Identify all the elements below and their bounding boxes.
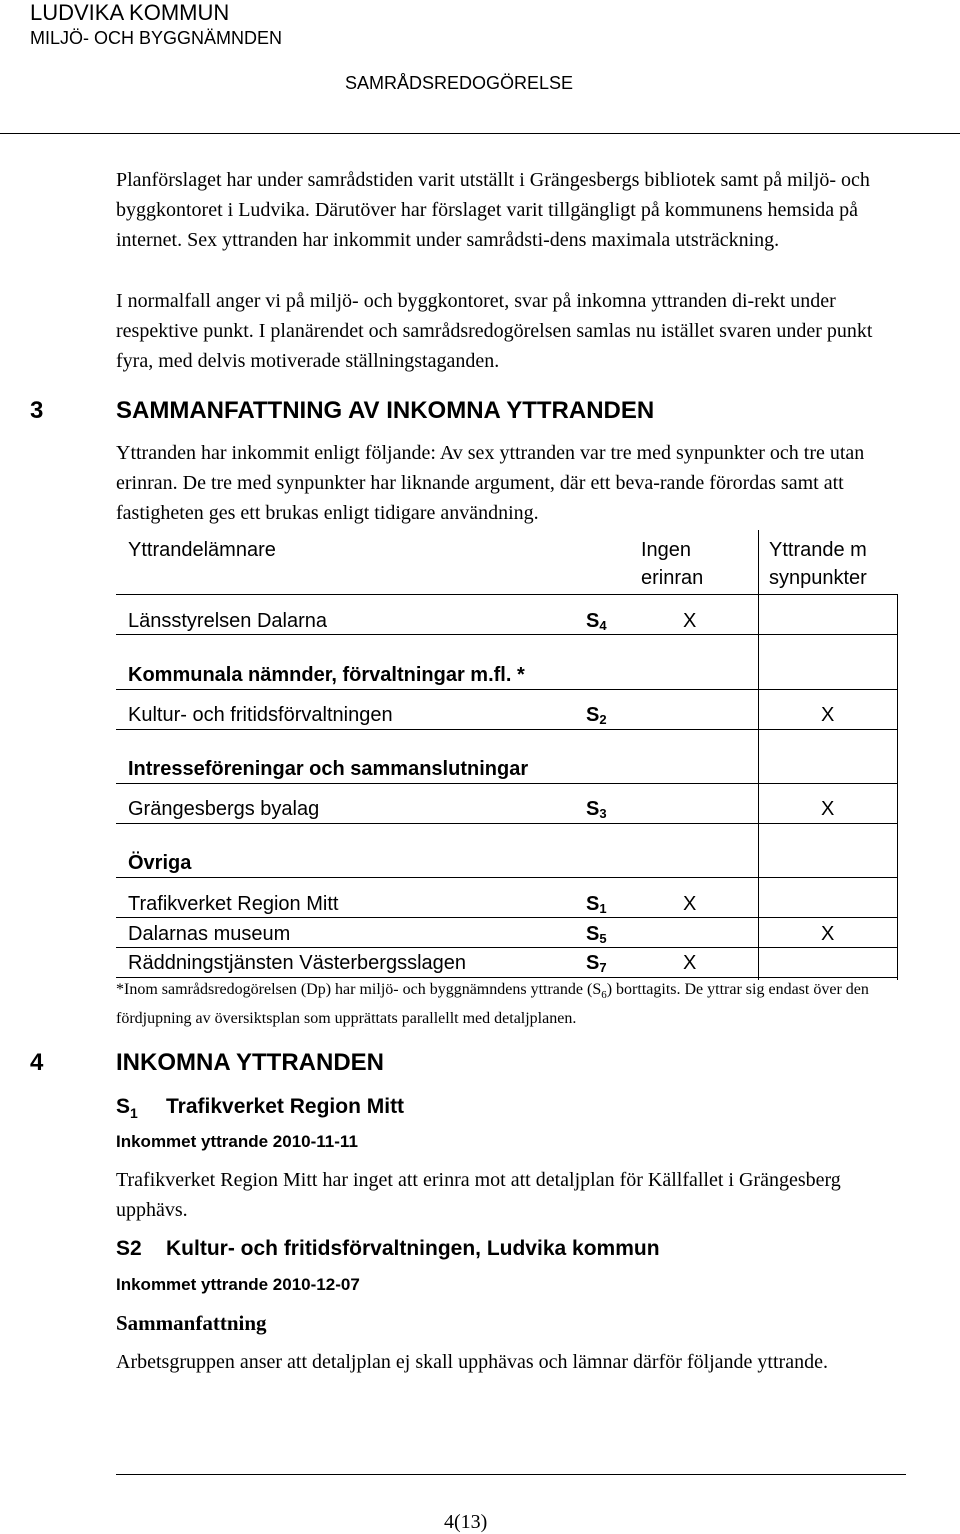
statements-table <box>116 530 898 980</box>
table-row-name: Räddningstjänsten Västerbergsslagen <box>128 952 466 974</box>
document-type: SAMRÅDSREDOGÖRELSE <box>345 73 574 93</box>
table-row-name: Trafikverket Region Mitt <box>128 893 339 915</box>
statement-s2-received-date: Inkommet yttrande 2010-12-07 <box>116 1275 360 1294</box>
section-3-heading <box>30 396 910 426</box>
table-row-rule <box>116 729 898 730</box>
table-row-no-objection-mark: X <box>683 893 697 915</box>
table-row-comments-mark: X <box>821 798 835 820</box>
table-row-code: $S_4$ <box>586 610 607 633</box>
table-row-name: Kultur- och fritidsförvaltningen <box>128 704 393 726</box>
table-header-no-objection: Ingen erinran <box>641 539 704 589</box>
table-row-name: Länsstyrelsen Dalarna <box>128 610 327 632</box>
table-header-rule <box>116 594 898 595</box>
table-right-border <box>897 594 898 980</box>
table-group-heading: Övriga <box>128 852 192 874</box>
section-4-heading <box>30 1048 910 1078</box>
statement-s2-code: S2 <box>116 1237 142 1260</box>
table-row-name: Dalarnas museum <box>128 923 291 945</box>
statement-s1-received-date: Inkommet yttrande 2010-11-11 <box>116 1132 358 1151</box>
table-row-rule <box>116 783 898 784</box>
table-group-heading: Kommunala nämnder, förvaltningar m.fl. * <box>128 664 525 686</box>
table-row-rule <box>758 634 898 635</box>
table-row-rule <box>116 689 898 690</box>
section-4-title: INKOMNA YTTRANDEN <box>116 1049 384 1076</box>
statement-s1-code: $S_1$ <box>116 1095 138 1122</box>
section-3-text: Yttranden har inkommit enligt följande: Av sex yttranden var tre med synpunkter och tre utan erinran. De tre med synpunkter har liknande argument, där ett beva-rande förordas samt att fastigheten ges ett brukas enligt tidigare användning. <box>116 442 865 524</box>
statement-s2-heading <box>116 1236 816 1262</box>
department-name: MILJÖ- OCH BYGGNÄMNDEN <box>30 28 283 48</box>
statement-s2-summary-heading: Sammanfattning <box>116 1311 267 1335</box>
table-row-no-objection-mark: X <box>683 952 697 974</box>
table-header-with-comments: Yttrande m synpunkter <box>769 539 867 589</box>
table-header-name: Yttrandelämnare <box>128 539 276 561</box>
statement-s2-text: Arbetsgruppen anser att detaljplan ej skall upphävas och lämnar därför följande yttrande. <box>116 1351 828 1373</box>
table-row-rule <box>116 877 898 878</box>
table-row-comments-mark: X <box>821 704 835 726</box>
table-row-code: $S_1$ <box>586 893 607 916</box>
page-number: 4(13) <box>444 1511 488 1533</box>
table-col-divider <box>758 530 759 980</box>
organization-name: LUDVIKA KOMMUN <box>30 0 230 25</box>
statement-s1-text: Trafikverket Region Mitt har inget att erinra mot att detaljplan för Källfallet i Grängesberg upphävs. <box>116 1169 841 1221</box>
table-footnote: *Inom samrådsredogörelsen (Dp) har miljö- och byggnämndens yttrande $(S_6)$ borttagits. De yttrar sig endast över den fördjupning av översiktsplan som upprättats parallellt med detaljplanen. <box>116 981 869 1028</box>
section-3-title: SAMMANFATTNING AV INKOMNA YTTRANDEN <box>116 397 655 424</box>
intro-paragraph-2: I normalfall anger vi på miljö- och byggkontoret, svar på inkomna yttranden di-rekt under respektive punkt. I planärendet och samrådsredogörelsen samlas nu istället svaren under punkt fyra, med delvis motiverade ställningstaganden. <box>116 290 873 372</box>
table-row-rule <box>116 823 898 824</box>
statement-s1-title: Trafikverket Region Mitt <box>166 1095 405 1118</box>
table-row-code: $S_3$ <box>586 798 607 821</box>
section-3-number: 3 <box>30 397 44 424</box>
header-divider <box>0 133 960 134</box>
table-group-heading: Intresseföreningar och sammanslutningar <box>128 758 529 780</box>
statement-s2-title: Kultur- och fritidsförvaltningen, Ludvika kommun <box>166 1237 660 1260</box>
table-row-name: Grängesbergs byalag <box>128 798 320 820</box>
section-4-number: 4 <box>30 1049 44 1076</box>
footer-divider <box>116 1474 906 1475</box>
table-row-code: $S_2$ <box>586 704 607 727</box>
statement-s1-heading <box>116 1094 716 1120</box>
intro-paragraph-1: Planförslaget har under samrådstiden varit utställt i Grängesbergs bibliotek samt på miljö- och byggkontoret i Ludvika. Därutöver har förslaget varit tillgängligt på kommunens hemsida på internet. Sex yttranden har inkommit under samrådsti-dens maximala utsträckning. <box>116 169 870 251</box>
table-row-code: $S_5$ <box>586 923 607 946</box>
table-row-no-objection-mark: X <box>683 610 697 632</box>
table-row-comments-mark: X <box>821 923 835 945</box>
table-row-code: $S_7$ <box>586 952 607 975</box>
